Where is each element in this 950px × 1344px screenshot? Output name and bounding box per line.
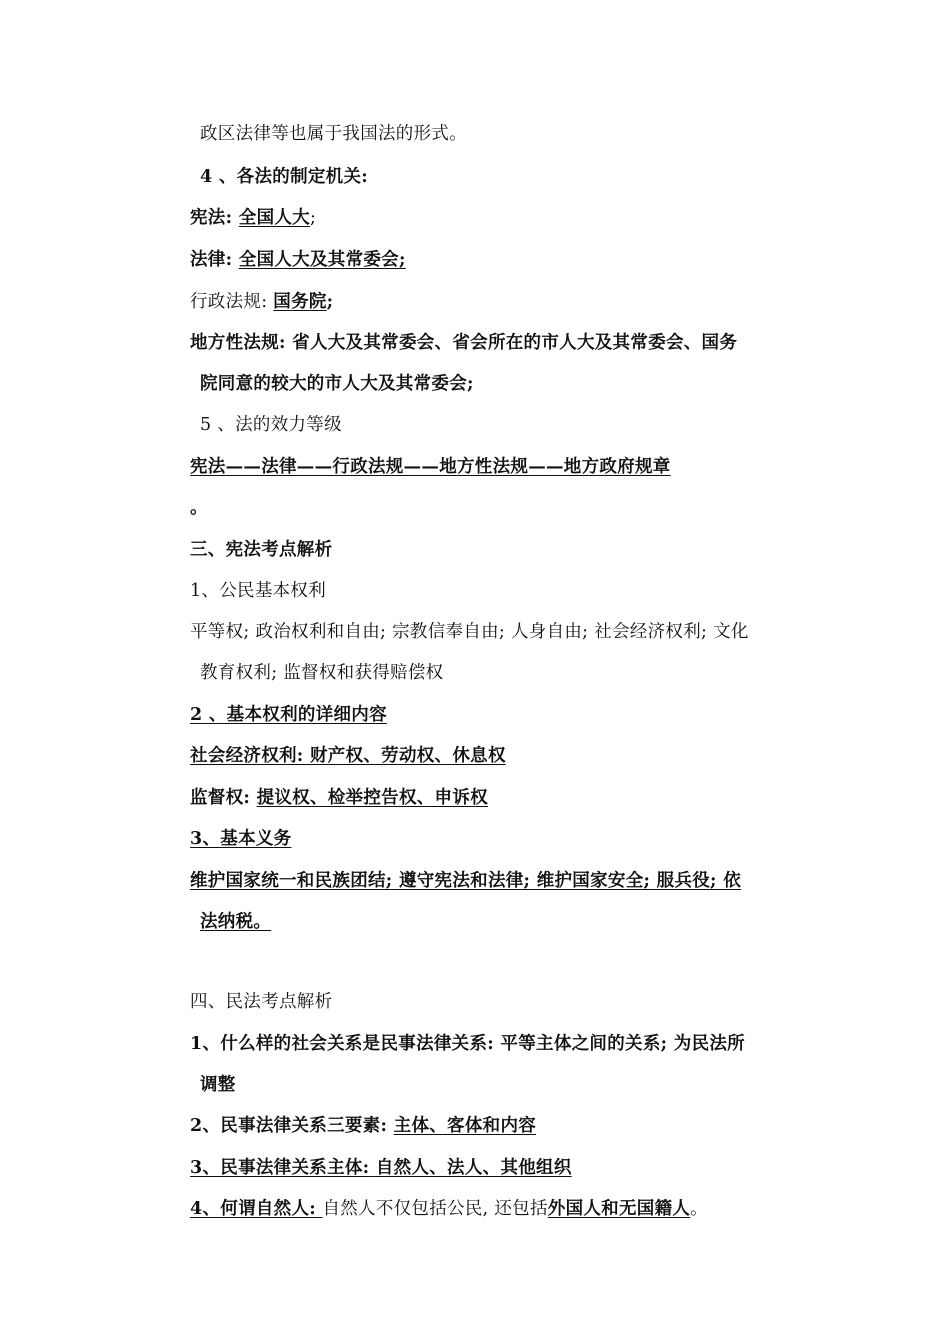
text-line: 调整 [200,1075,236,1095]
text-line [190,248,790,272]
text-line: 维护国家统一和民族团结; 遵守宪法和法律; 维护国家安全; 服兵役; 依 [190,871,742,891]
term-label: 法律: [190,250,239,270]
text-line [190,290,790,314]
term-label: 4、何谓自然人: [190,1199,323,1219]
text-line: 社会经济权利: 财产权、劳动权、休息权 [190,746,506,766]
text-line: 地方性法规: 省人大及其常委会、省会所在的市人大及其常委会、国务 [190,333,738,353]
section-heading: 5 、法的效力等级 [200,415,342,435]
text-line [190,786,790,810]
term-label: 2、民事法律关系三要素: [190,1116,394,1136]
hierarchy-line: 宪法——法律——行政法规——地方性法规——地方政府规章 [190,457,671,477]
section-heading: 四、民法考点解析 [190,992,333,1012]
term-label: 宪法: [190,208,239,228]
term-label: 行政法规: [190,292,274,312]
plain-text: 自然人不仅包括公民, 还包括 [322,1199,548,1219]
text-line: 法纳税。 [200,912,272,932]
text-line [190,1114,790,1138]
subsection-heading: 1、公民基本权利 [190,581,327,601]
underlined-answer: 提议权、检举控告权、申诉权 [256,788,488,808]
subsection-heading: 3、基本义务 [190,829,292,849]
text-line [190,1197,790,1221]
text-line: 1、什么样的社会关系是民事法律关系: 平等主体之间的关系; 为民法所 [190,1034,745,1054]
text-line: 政区法律等也属于我国法的形式。 [200,124,467,144]
punctuation: ; [309,208,317,228]
underlined-answer: 外国人和无国籍人 [547,1199,691,1219]
term-label: 3、民事法律关系主体: [190,1158,376,1178]
text-line [190,1156,790,1180]
underlined-answer: 国务院 [273,292,327,312]
text-line [190,206,790,230]
text-line: 院同意的较大的市人大及其常委会; [200,374,474,394]
text-line: 教育权利; 监督权和获得赔偿权 [200,663,444,683]
text-line: 。 [190,498,208,518]
term-label: 监督权: [190,788,257,808]
section-heading: 4 、各法的制定机关: [200,167,369,187]
underlined-answer: 主体、客体和内容 [393,1116,537,1136]
punctuation: 。 [690,1199,708,1219]
underlined-answer: 全国人大及其常委会; [238,250,406,270]
text-line: 平等权; 政治权利和自由; 宗教信奉自由; 人身自由; 社会经济权利; 文化 [190,622,749,642]
underlined-answer: 全国人大 [238,208,310,228]
section-heading: 三、宪法考点解析 [190,540,333,560]
subsection-heading: 2 、基本权利的详细内容 [190,705,387,725]
punctuation: ; [326,292,334,312]
underlined-answer: 自然人、法人、其他组织 [375,1158,572,1178]
